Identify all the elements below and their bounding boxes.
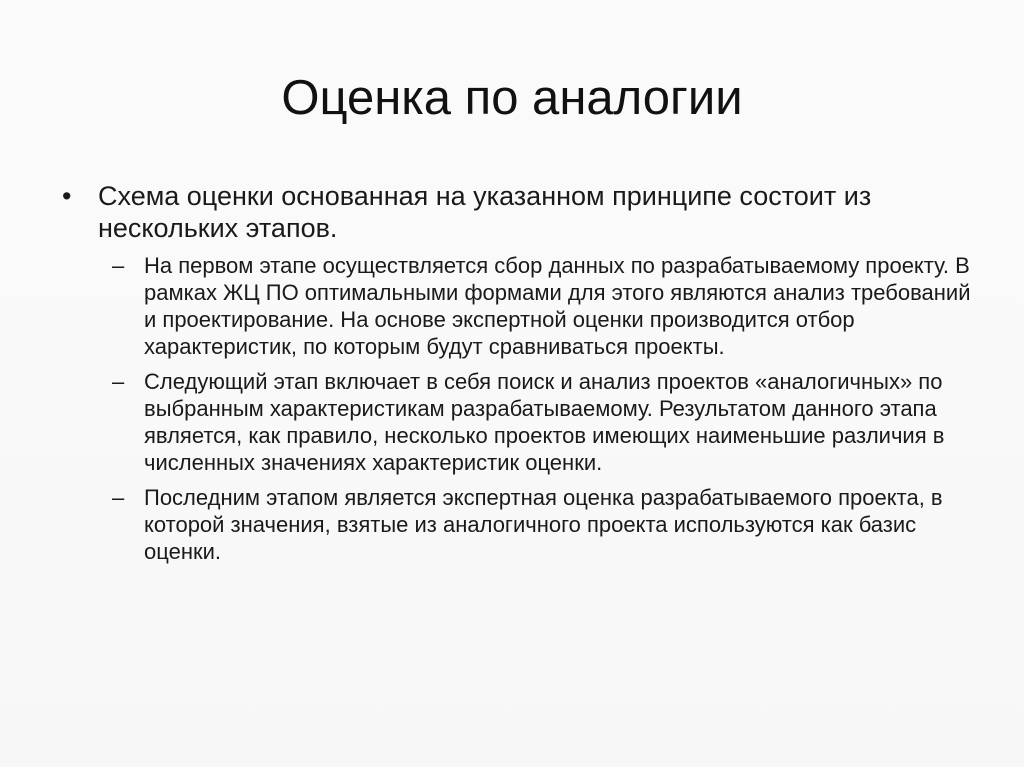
sub-item-text: На первом этапе осуществляется сбор данных по разрабатываемому проекту. В рамках ЖЦ ПО оптимальными формами для этого являются анализ требований и проектирование. На основе экспертной оценки производится отбор характеристик, по которым будут сравниваться проекты. [144,253,971,359]
main-bullet [62,180,972,244]
sub-item-text: Последним этапом является экспертная оценка разрабатываемого проекта, в которой значения, взятые из аналогичного проекта используются как базис оценки. [144,485,943,564]
sub-item-text: Следующий этап включает в себя поиск и анализ проектов «аналогичных» по выбранным характеристикам разрабатываемому. Результатом данного этапа является, как правило, несколько проектов имеющих наименьшие различия в численных значениях характеристик оценки. [144,369,945,475]
bullet-icon: • [62,181,72,211]
sub-list [112,252,972,565]
dash-icon: – [112,253,125,278]
dash-icon: – [112,485,125,510]
slide-content [62,180,972,573]
sub-item-stage-1 [112,252,972,360]
sub-item-stage-2 [112,368,972,476]
sub-item-stage-3 [112,484,972,565]
main-bullet-text: Схема оценки основанная на указанном принципе состоит из нескольких этапов. [98,181,872,243]
slide-title: Оценка по аналогии [281,71,743,125]
dash-icon: – [112,369,125,394]
